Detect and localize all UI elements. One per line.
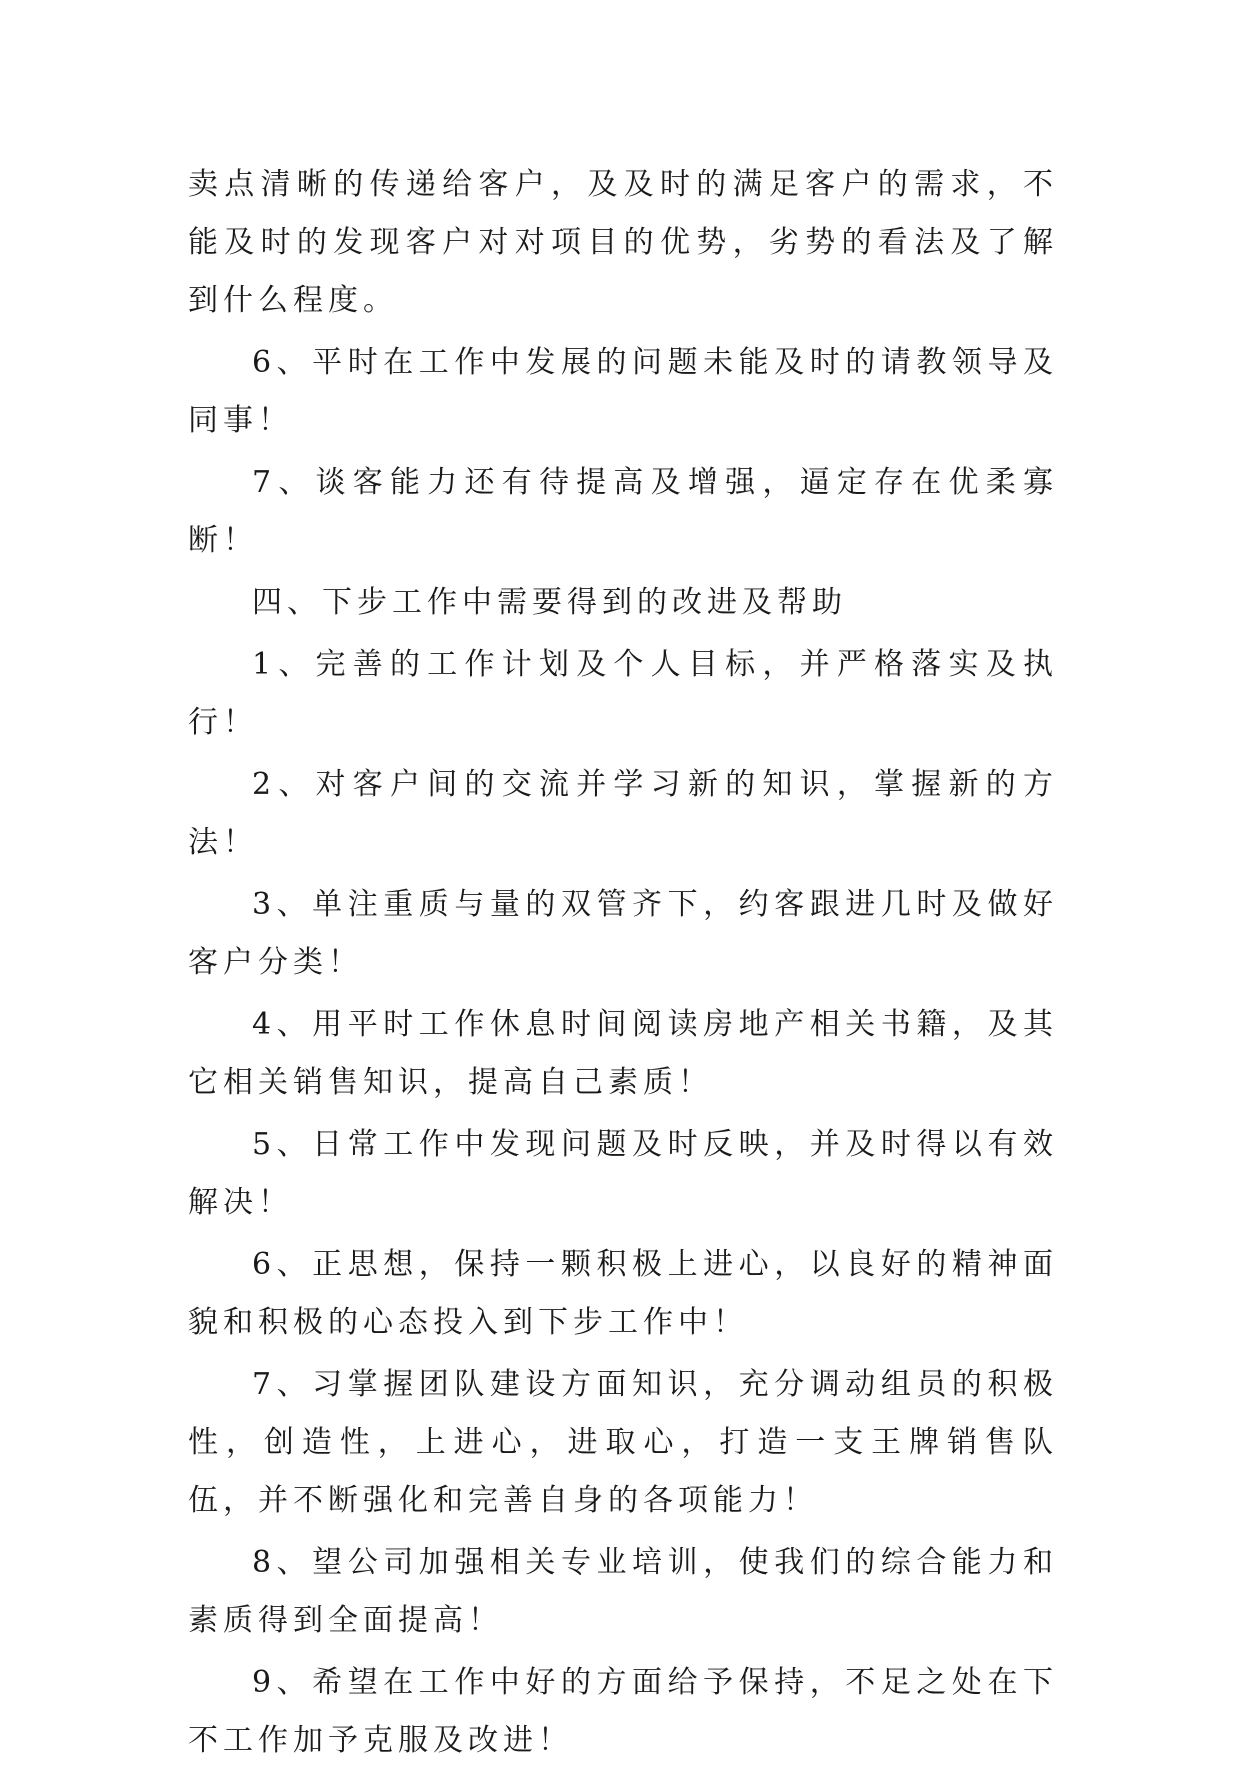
paragraph-improvement-6: 6、正思想，保持一颗积极上进心，以良好的精神面貌和积极的心态投入到下步工作中！ (188, 1247, 1058, 1340)
paragraph-improvement-1: 1、完善的工作计划及个人目标，并严格落实及执行！ (188, 647, 1058, 740)
document-body (188, 156, 1058, 1774)
paragraph-issue-7: 7、谈客能力还有待提高及增强，逼定存在优柔寡断！ (188, 465, 1058, 558)
paragraph-improvement-3: 3、单注重质与量的双管齐下，约客跟进几时及做好客户分类！ (188, 887, 1058, 980)
paragraph-improvement-7: 7、习掌握团队建设方面知识，充分调动组员的积极性，创造性，上进心，进取心，打造一支王牌销售队伍，并不断强化和完善自身的各项能力！ (188, 1367, 1058, 1518)
paragraph-improvement-8: 8、望公司加强相关专业培训，使我们的综合能力和素质得到全面提高！ (188, 1545, 1058, 1638)
paragraph-improvement-5: 5、日常工作中发现问题及时反映，并及时得以有效解决！ (188, 1127, 1058, 1220)
paragraph-continued-selling-points: 卖点清晰的传递给客户，及及时的满足客户的需求，不能及时的发现客户对对项目的优势，劣势的看法及了解到什么程度。 (188, 167, 1058, 318)
paragraph-improvement-2: 2、对客户间的交流并学习新的知识，掌握新的方法！ (188, 767, 1058, 860)
paragraph-issue-6: 6、平时在工作中发展的问题未能及时的请教领导及同事！ (188, 345, 1058, 438)
section-heading-improvements: 四、下步工作中需要得到的改进及帮助 (252, 585, 847, 620)
paragraph-improvement-4: 4、用平时工作休息时间阅读房地产相关书籍，及其它相关销售知识，提高自己素质！ (188, 1007, 1058, 1100)
paragraph-improvement-9: 9、希望在工作中好的方面给予保持，不足之处在下不工作加予克服及改进！ (188, 1665, 1058, 1758)
